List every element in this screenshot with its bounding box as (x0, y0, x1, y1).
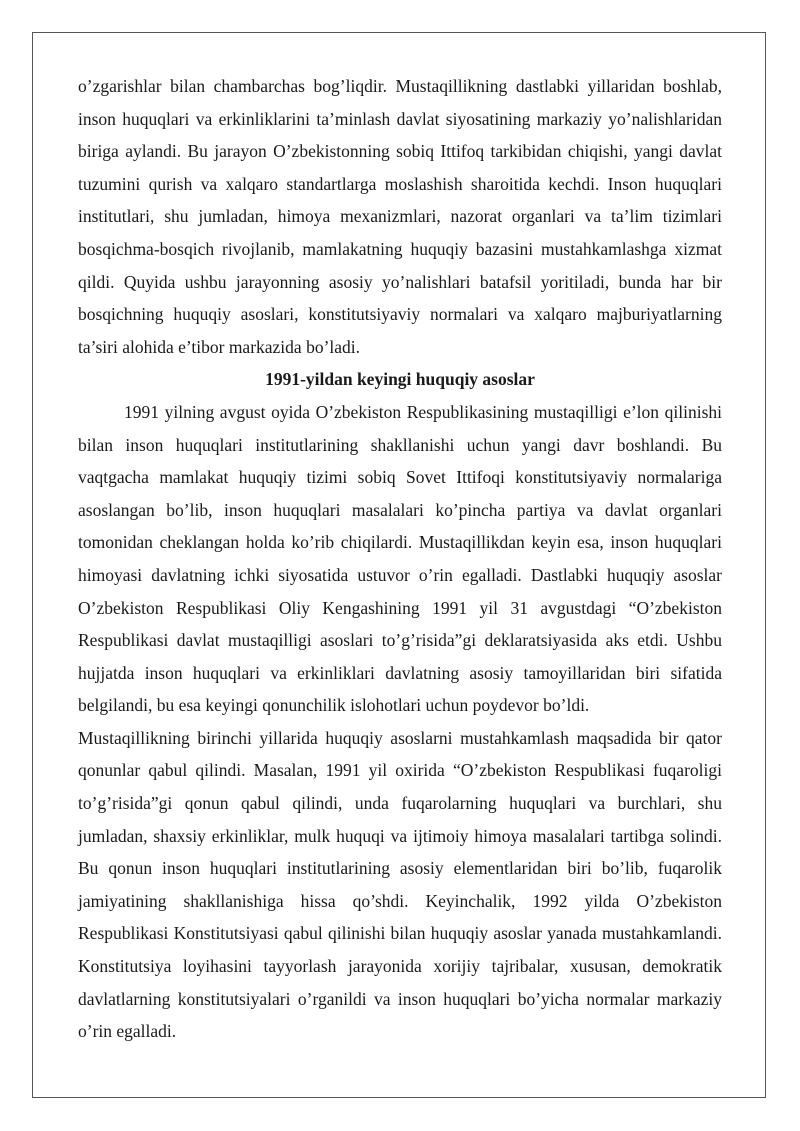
section-heading: 1991-yildan keyingi huquqiy asoslar (265, 369, 535, 390)
paragraph-first-years: Mustaqillikning birinchi yillarida huquqiy asoslarni mustahkamlash maqsadida bir qator qonunlar qabul qilindi. Masalan, 1991 yil oxirida “O’zbekiston Respublikasi fuqaroligi to’g’risida”gi qonun qabul qilindi, unda fuqarolarning huquqlari va burchlari, shu jumladan, shaxsiy erkinliklar, mulk huquqi va ijtimoiy himoya masalalari tartibga solindi. Bu qonun inson huquqlari institutlarining asosiy elementlaridan biri bo’lib, fuqarolik jamiyatining shakllanishiga hissa qo’shdi. Keyinchalik, 1992 yilda O’zbekiston Respublikasi Konstitutsiyasi qabul qilinishi bilan huquqiy asoslar yanada mustahkamlandi. Konstitutsiya loyihasini tayyorlash jarayonida xorijiy tajribalar, xususan, demokratik davlatlarning konstitutsiyalari o’rganildi va inson huquqlari bo’yicha normalar markaziy o’rin egalladi. (78, 727, 722, 1042)
document-body (78, 70, 722, 1048)
paragraph-continuation: o’zgarishlar bilan chambarchas bog’liqdir. Mustaqillikning dastlabki yillaridan boshlab, inson huquqlari va erkinliklarini ta’minlash davlat siyosatining markaziy yo’nalishlaridan biriga aylandi. Bu jarayon O’zbekistonning sobiq Ittifoq tarkibidan chiqishi, yangi davlat tuzumini qurish va xalqaro standartlarga moslashish sharoitida kechdi. Inson huquqlari institutlari, shu jumladan, himoya mexanizmlari, nazorat organlari va ta’lim tizimlari bosqichma-bosqich rivojlanib, mamlakatning huquqiy bazasini mustahkamlashga xizmat qildi. Quyida ushbu jarayonning asosiy yo’nalishlari batafsil yoritiladi, bunda har bir bosqichning huquqiy asoslari, konstitutsiyaviy normalari va xalqaro majburiyatlarning ta’siri alohida e’tibor markazida bo’ladi. (78, 76, 722, 357)
paragraph-independence: 1991 yilning avgust oyida O’zbekiston Respublikasining mustaqilligi e’lon qilinishi bilan inson huquqlari institutlarining shakllanishi uchun yangi davr boshlandi. Bu vaqtgacha mamlakat huquqiy tizimi sobiq Sovet Ittifoqi konstitutsiyaviy normalariga asoslangan bo’lib, inson huquqlari masalalari ko’pincha partiya va davlat organlari tomonidan cheklangan holda ko’rib chiqilardi. Mustaqillikdan keyin esa, inson huquqlari himoyasi davlatning ichki siyosatida ustuvor o’rin egalladi. Dastlabki huquqiy asoslar O’zbekiston Respublikasi Oliy Kengashining 1991 yil 31 avgustdagi “O’zbekiston Respublikasi davlat mustaqilligi asoslari to’g’risida”gi deklaratsiyasida aks etdi. Ushbu hujjatda inson huquqlari va erkinliklari davlatning asosiy tamoyillaridan biri sifatida belgilandi, bu esa keyingi qonunchilik islohotlari uchun poydevor bo’ldi. (78, 401, 722, 716)
